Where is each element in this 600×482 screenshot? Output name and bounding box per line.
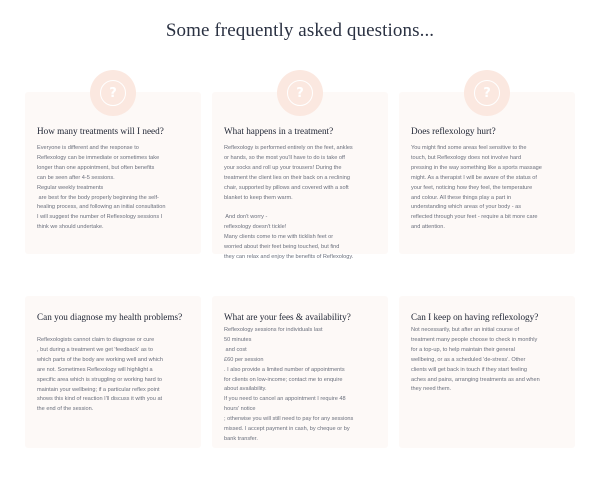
faq-answer (411, 326, 583, 395)
faq-question: What happens in a treatment? (224, 126, 334, 136)
faq-answer-line: worried about their feet being touched, but find (224, 244, 340, 251)
faq-answer-line: treatment many people choose to check in monthly (411, 336, 538, 343)
faq-answer-line: they can relax and enjoy the benefits of Reflexology. (224, 253, 354, 260)
faq-answer-line: the end of the session. (37, 406, 94, 413)
faq-answer-line: £60 per session (224, 356, 264, 363)
faq-question: Does reflexology hurt? (411, 126, 496, 136)
question-mark-glyph: ? (100, 80, 126, 106)
faq-answer-line: and colour. All these things play a part in (411, 194, 512, 201)
faq-answer-line: missed. I accept payment in cash, by cheque or by (224, 426, 350, 433)
faq-answer-line: are best for the body properly beginning the self- (37, 194, 159, 201)
faq-answer-line: treatment the client lies on their back on a reclining (224, 174, 350, 181)
faq-answer-line: If you need to cancel an appointment I require 48 (224, 396, 346, 403)
faq-answer-line: Reflexologists cannot claim to diagnose or cure (37, 337, 155, 343)
faq-answer-line: healing process, and following an initial consultation (37, 204, 166, 211)
faq-answer-line: your socks and roll up your trousers! During the (224, 164, 342, 171)
faq-answer-line: for clients on low-income; contact me to enquire (224, 376, 343, 383)
faq-answer-line: . I also provide a limited number of appointments (224, 366, 345, 373)
faq-answer-line: chair, supported by pillows and covered with a soft (224, 184, 349, 191)
faq-question: What are your fees & availability? (224, 312, 351, 322)
faq-answer-line: your feet, noticing how they feel, the temperature (411, 184, 533, 191)
faq-answer-line: pressing in the way something like a sports massage (411, 164, 542, 171)
faq-answer (37, 144, 209, 233)
faq-answer-line: they need them. (411, 386, 452, 393)
faq-answer-line: reflected through your feet - require a bit more care (411, 214, 538, 221)
faq-answer-line: and attention. (411, 224, 445, 231)
faq-answer-line: Not necessarily, but after an initial course of (411, 327, 520, 333)
faq-answer (224, 326, 396, 445)
faq-answer-line: shows this kind of reaction I'll discuss it with you at (37, 396, 163, 403)
faq-answer-line: for a top-up, to help maintain their general (411, 346, 515, 353)
question-circle-icon (90, 70, 136, 116)
faq-answer-line: Everyone is different and the response to (37, 145, 139, 151)
faq-answer-line: aches and pains, arranging treatments as and when (411, 376, 540, 383)
faq-answer-line: Reflexology is performed entirely on the feet, ankles (224, 145, 353, 151)
faq-answer (224, 144, 396, 263)
page-title: Some frequently asked questions... (165, 20, 435, 41)
faq-question: How many treatments will I need? (37, 126, 164, 136)
faq-answer-line: hours' notice (224, 406, 256, 413)
question-mark-glyph: ? (287, 80, 313, 106)
faq-answer-line: blanket to keep them warm. (224, 194, 293, 201)
faq-answer (37, 336, 209, 415)
faq-answer-line: , but during a treatment we get 'feedback' as to (37, 346, 153, 353)
question-circle-icon (277, 70, 323, 116)
faq-answer-line: longer than one appointment, but often benefits (37, 164, 155, 171)
faq-answer-line: are not. Sometimes Reflexology will highlight a (37, 366, 153, 373)
faq-answer-line: Reflexology sessions for individuals last (224, 327, 323, 333)
faq-question: Can you diagnose my health problems? (37, 312, 183, 322)
question-circle-icon (464, 70, 510, 116)
faq-answer-line: Many clients come to me with ticklish feet or (224, 234, 334, 241)
faq-answer-line: think we should undertake. (37, 224, 104, 231)
faq-answer-line: reflexology doesn't tickle! (224, 224, 287, 231)
faq-answer (411, 144, 583, 233)
faq-answer-line: Regular weekly treatments (37, 184, 104, 191)
faq-answer-line: or hands, so the most you'll have to do is take off (224, 154, 345, 161)
faq-question: Can I keep on having reflexology? (411, 312, 539, 322)
faq-answer-line: And don't worry - (224, 214, 268, 221)
faq-answer-line: about availability. (224, 386, 267, 393)
faq-answer-line: which parts of the body are working well and which (37, 356, 163, 363)
faq-answer-line: Reflexology can be immediate or sometimes take (37, 154, 160, 161)
faq-answer-line: maintain your wellbeing; if a particular reflex point (37, 386, 160, 393)
question-mark-glyph: ? (474, 80, 500, 106)
faq-answer-line: 50 minutes (224, 336, 252, 343)
faq-answer-line: ; otherwise you will still need to pay for any sessions (224, 416, 354, 423)
faq-answer-line: clients will get back in touch if they start feeling (411, 366, 527, 373)
faq-answer-line: and cost (224, 346, 247, 353)
faq-answer-line: wellbeing, or as a scheduled 'de-stress'. Other (411, 356, 526, 363)
faq-answer-line: specific area which is struggling or working hard to (37, 376, 162, 383)
faq-answer-line: I will suggest the number of Reflexology sessions I (37, 214, 163, 221)
faq-answer-line: might. As a therapist I will be aware of the status of (411, 174, 537, 181)
faq-answer-line (224, 203, 396, 213)
faq-answer-line: bank transfer. (224, 435, 258, 442)
faq-answer-line: touch, but Reflexology does not involve hard (411, 154, 522, 161)
faq-answer-line: You might find some areas feel sensitive to the (411, 145, 527, 151)
faq-answer-line: can be seen after 4-5 sessions. (37, 174, 115, 181)
faq-answer-line: understanding which areas of your body - as (411, 204, 522, 211)
